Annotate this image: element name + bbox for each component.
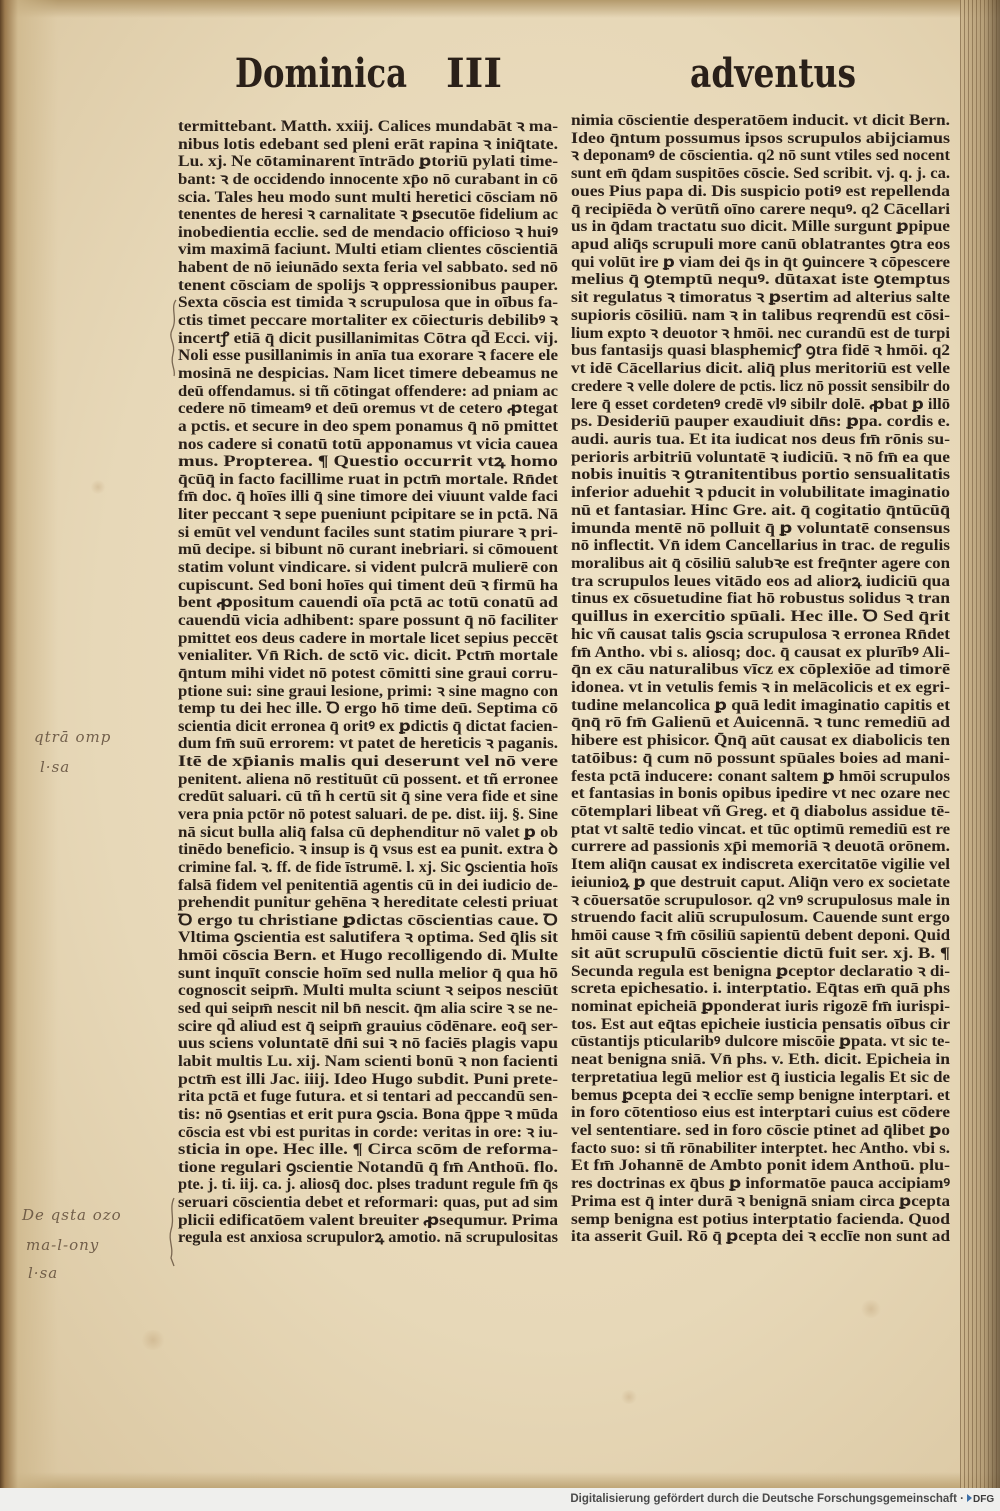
text-line-content: Secunda regula est benigna ꝑceptor declaratio ꝛ di- — [571, 962, 950, 980]
text-line — [571, 1122, 950, 1140]
text-line — [571, 378, 950, 396]
running-head-word: adventus — [690, 50, 856, 97]
text-line — [178, 224, 558, 242]
text-line — [178, 1035, 558, 1053]
text-line-content: tis: nō ꝯsentias et erit pura ꝯscia. Bona q̄ppe ꝛ mūda — [178, 1105, 559, 1123]
text-line-content: neat benigna sniā. Vn̄ phs. v. Eth. dicit. Epicheia in — [571, 1051, 950, 1069]
text-line — [571, 112, 950, 130]
marginal-note-line: l·sa — [40, 758, 71, 776]
text-line-content: sit aūt scrupulū cōscientie dictū fuit ser. xj. B. ¶ — [571, 944, 951, 962]
text-line-content: tenentes de heresi ꝛ carnalitate ꝛ ꝑsecutōe fidelium ac — [178, 206, 558, 224]
text-line — [571, 431, 950, 449]
text-line-content: credūt saluari. cū tñ h certū sit q̄ sine vera fide et sine — [178, 788, 559, 806]
text-line-content: falsā fidem vel penitentiā agentis cū in dei iudicio de- — [178, 876, 558, 894]
text-line — [178, 277, 558, 295]
text-line-content: semp benigna est potius interptatio facienda. Quod — [571, 1210, 951, 1228]
text-line — [178, 753, 558, 771]
text-line — [178, 206, 558, 224]
text-line — [178, 1053, 558, 1071]
text-line-content: apud aliq̄s scrupuli more canū oblatrantes ꝯtra eos — [571, 236, 950, 254]
text-line — [571, 714, 950, 732]
text-line — [178, 982, 558, 1000]
text-line-content: tos. Est aut eq̄tas epicheie iusticia pensatis oībus cir — [571, 1015, 951, 1033]
text-line-content: supioris cōsiliū. nam ꝛ in talibus reqrendū est cōsi- — [571, 306, 950, 324]
text-line-content: cūstantijs pticularibꝰ dulcore miscōie ꝑpata. vt sic te- — [571, 1033, 951, 1051]
text-line — [178, 136, 558, 154]
text-line — [571, 768, 950, 786]
text-line-content: ptione sui: sine graui lesione, primi: ꝛ sine magno con — [178, 682, 558, 700]
text-line — [571, 892, 950, 910]
running-head-right — [690, 50, 856, 98]
text-line-content: hic vñ causat talis ꝯscia scrupulosa ꝛ erronea Rn̄det — [571, 625, 951, 643]
text-line-content: fm̄ Antho. vbi s. aliosq; doc. q̄ causat ex plurībꝰ Ali- — [571, 643, 950, 661]
text-line — [178, 877, 558, 895]
text-line — [178, 718, 558, 736]
text-line — [178, 541, 558, 559]
text-line-content: lium expto ꝛ deuotor ꝛ hmōi. nec curandū est de turpi — [571, 324, 951, 342]
text-line-content: cedere nō timeamꝰ et deū oremus vt de cetero ꝓtegat — [178, 400, 558, 418]
text-line — [571, 1157, 950, 1175]
text-line-content: inferior aduehit ꝛ pducit in volubilitate imaginatio — [571, 484, 951, 502]
text-line — [178, 471, 558, 489]
text-line-content: fm̄ doc. q̄ hoīes illi q̄ sine timore dei viuunt valde faci — [178, 488, 558, 506]
text-line-content: temp tu dei hec ille. Ꝺ ergo hō time deū. Septima cō — [178, 700, 559, 718]
text-line-content: imunda mentē nō polluit q̄ ꝑ voluntatē consensus — [571, 519, 950, 537]
text-line — [178, 453, 558, 471]
text-line — [571, 236, 950, 254]
text-line — [571, 626, 950, 644]
text-line-content: ptat vt saltē tedio vincat. et tūc optimū remediū est re — [571, 820, 950, 838]
text-line-content: bent ꝓpositum cauendi oīa pctā ac totū conatū ad — [178, 594, 558, 612]
text-line-content: vt idē Cācellarius dicit. aliq̄ plus meritoriū est velle — [571, 360, 951, 378]
text-line-content: cōscia est vbi est puritas in corde: veritas in ore: ꝛ iu- — [178, 1123, 558, 1141]
text-line-content: pmittet eos deus cadere in mortale licet sepius peccēt — [178, 629, 558, 647]
text-line-content: mū decipe. si bibunt nō curant inebriari. si cōmouent — [178, 541, 559, 559]
running-head-left — [235, 50, 407, 98]
text-line-content: tinus ex cōsuetudine fiat hō robustus solidus ꝛ tran — [571, 590, 950, 608]
text-line — [178, 383, 558, 401]
text-line — [178, 347, 558, 365]
text-line-content: Noli esse pusillanimis in anīa tua exorare ꝛ facere ele — [178, 347, 558, 365]
text-line — [571, 449, 950, 467]
marginal-note-line: De qsta ozo — [22, 1206, 122, 1224]
text-line — [571, 856, 950, 874]
text-line — [571, 1051, 950, 1069]
text-line — [571, 998, 950, 1016]
text-line-content: q̄cūq̄ in facto facillime ruat in pctm̄ mortale. Rn̄det — [178, 470, 559, 488]
text-line-content: scire qd̄ aliud est q̄ seipm̄ grauius cōdēnare. eoq̄ ser- — [178, 1017, 559, 1035]
text-line — [571, 803, 950, 821]
text-line — [571, 396, 950, 414]
text-line — [178, 1124, 558, 1142]
text-line — [571, 732, 950, 750]
text-line-content: quillus in exercitio spūali. Hec ille. Ꝺ Sed q̄rit — [571, 608, 950, 626]
text-line-content: vim maximā faciunt. Multi etiam clientes cōscientiā — [178, 241, 558, 259]
text-line-content: nimia cōscientie desperatōem inducit. vt dicit Bern. — [571, 112, 951, 129]
text-line — [178, 1088, 558, 1106]
text-line — [571, 201, 950, 219]
text-line — [178, 788, 558, 806]
text-line-content: liter peccant ꝛ sepe pueniunt pcipitare se in pctā. Nā — [178, 506, 559, 524]
text-line-content: statim volunt vindicare. si vident pulcrā mulierē con — [178, 559, 559, 577]
text-line-content: a pctis. et secure in deo spem ponamus q̄ nō pmittet — [178, 417, 559, 435]
dfg-logo — [967, 1493, 995, 1506]
text-line — [571, 537, 950, 555]
text-line-content: tatōibus: q̄ cum nō possunt spūales boies ad mani- — [571, 749, 950, 767]
text-line-content: q̄ntum mihi videt nō potest cōmitti sine graui corru- — [178, 664, 558, 682]
text-line-content: habent de nō ieiunādo sexta feria vel sabbato. sed nō — [178, 259, 558, 277]
left-column — [178, 118, 558, 1247]
text-line-content: Et fm̄ Johannē de Ambto ponit idem Anthoū. plu- — [571, 1157, 951, 1175]
text-line — [571, 502, 950, 520]
text-line-content: screta epichesatio. i. interptatio. Eq̄tas em̄ quā phs — [571, 980, 951, 998]
text-line-content: ꝛ deponamꝰ de cōscientia. q2 nō sunt vtiles sed nocent — [571, 147, 950, 165]
text-line — [178, 330, 558, 348]
text-line — [571, 1193, 950, 1211]
text-line-content: ctis timet peccare mortaliter ex cōiecturis debilibꝰ ꝛ — [178, 312, 558, 330]
text-line — [178, 400, 558, 418]
text-line — [571, 360, 950, 378]
text-line — [571, 1175, 950, 1193]
text-line-content: uus sciens voluntatē dn̄i sui ꝛ nō faciēs plagis vapu — [178, 1035, 558, 1053]
text-line — [571, 1140, 950, 1158]
text-line-content: prehendit punitur gehēna ꝛ hereditate celesti priuat — [178, 894, 558, 912]
text-line-content: tra scrupulos leues vitādo eos ad aliorꝝ iudiciū qua — [571, 572, 951, 590]
text-line — [178, 488, 558, 506]
text-line — [571, 466, 950, 484]
text-line — [178, 524, 558, 542]
text-line — [571, 1211, 950, 1229]
text-line-content: regula est anxiosa scrupulorꝝ amotio. nā scrupulositas — [178, 1229, 558, 1247]
text-line — [178, 1176, 558, 1194]
text-line-content: cognoscit seipm̄. Multi multa sciunt ꝛ seipos nesciūt — [178, 982, 559, 1000]
text-line-content: hmōi cōscia Bern. et Hugo recolligendo di. Multe — [178, 947, 559, 965]
text-line — [178, 894, 558, 912]
text-line-content: cōtemplari libeat vñ Greg. et q̄ diabolus assidue tē- — [571, 803, 950, 821]
text-line-content: cupiscunt. Sed boni hoīes qui timent deū ꝛ firmū ha — [178, 576, 559, 594]
text-line — [571, 165, 950, 183]
text-line-content: audi. auris tua. Et ita iudicat nos deus fm̄ rōnis su- — [571, 430, 951, 448]
text-line-content: ita asserit Guil. Rō q̄ ꝑcepta dei ꝛ ecclīe non sunt ad — [571, 1228, 951, 1246]
text-line — [571, 555, 950, 573]
text-line — [571, 218, 950, 236]
text-line — [178, 1159, 558, 1177]
text-line — [178, 189, 558, 207]
footer-credit: Digitalisierung gefördert durch die Deutsche Forschungsgemeinschaft · — [570, 1493, 964, 1505]
text-line — [178, 612, 558, 630]
text-line-content: nō inflectit. Vn̄ idem Cancellarius in trac. de regulis — [571, 537, 950, 555]
text-line — [178, 365, 558, 383]
text-line-content: sunt inquīt conscie hoīm sed nulla melior q̄ qua hō — [178, 964, 559, 982]
text-line-content: Item aliq̄n causat ex indiscreta exercitatōe vigilie vel — [571, 856, 951, 874]
text-line-content: us in q̄dam tractatu suo dicit. Mille surgunt ꝑpipue — [571, 218, 950, 236]
text-line-content: pte. j. ti. iij. ca. j. aliosq̄ doc. plses tradunt regule fm̄ q̄s — [178, 1176, 559, 1194]
running-head-word: Dominica — [235, 50, 408, 97]
text-line — [571, 661, 950, 679]
text-line — [571, 590, 950, 608]
text-line — [571, 909, 950, 927]
text-line-content: pctm̄ est illi Jac. iiij. Ideo Hugo subdit. Puni prete- — [178, 1070, 559, 1088]
text-line-content: bus fantasijs quasi blasphemicꝭ ꝯtra fidē ꝛ hmōi. q2 — [571, 342, 950, 360]
text-line-content: ps. Desideriū pauper exaudiuit dn̄s: ꝑpa. cordis e. — [571, 413, 951, 431]
text-line — [178, 806, 558, 824]
text-line-content: q̄ recipiēda ꝺ verūtñ oīno carere nequꝰ. q2 Cācellari — [571, 200, 951, 218]
text-line — [571, 307, 950, 325]
text-line — [571, 573, 950, 591]
text-line-content: ꝛ cōuersatōe scrupulosor. q2 vnꝰ scrupulosus male in — [571, 891, 951, 909]
text-line — [178, 153, 558, 171]
text-line-content: hibere est phisicor. Q̄nq̄ aūt causat ex diabolicis ten — [571, 732, 951, 750]
running-head-center — [446, 50, 502, 98]
text-line-content: tinēdo beneficio. ꝛ insup is q̄ vsus est ea punit. extra ꝺ — [178, 841, 559, 859]
text-line — [571, 750, 950, 768]
text-line-content: tione regulari ꝯscientie Notandū q̄ fm̄ Anthoū. flo. — [178, 1158, 558, 1176]
text-line — [571, 927, 950, 945]
text-line-content: Ideo q̄ntum possumus ipsos scrupulos abijciamus — [571, 129, 951, 147]
text-line — [571, 1228, 950, 1246]
text-line — [178, 647, 558, 665]
text-line — [178, 1071, 558, 1089]
page-stack-edge — [960, 0, 1000, 1488]
text-line — [571, 874, 950, 892]
text-line-content: in foro cōtentioso eius est interptari cuius est cōdere — [571, 1104, 950, 1122]
text-line-content: mosinā ne despicias. Nam licet timere debeamus ne — [178, 364, 559, 382]
text-line — [571, 520, 950, 538]
text-line-content: vel sententiare. sed in foro cōscie ptinet ad q̄libet ꝑo — [571, 1121, 950, 1139]
text-line — [178, 965, 558, 983]
text-line — [571, 785, 950, 803]
text-line-content: plicii edificatōem valent breuiter ꝓsequmur. Prima — [178, 1211, 558, 1229]
text-line-content: credere ꝛ velle dolere de pctis. licz nō possit sensibilr do — [571, 377, 950, 395]
text-line — [571, 980, 950, 998]
text-line-content: nū et fantasiar. Hinc Gre. ait. q̄ cogitatio q̄ntūcūq̄ — [571, 501, 950, 519]
text-line — [571, 484, 950, 502]
text-line-content: nibus lotis edebant sed pleni erāt rapina ꝛ iniq̄tate. — [178, 135, 559, 153]
text-line-content: Itē de xp̄ianis malis qui deserunt vel nō vere — [178, 753, 559, 771]
text-line — [571, 1104, 950, 1122]
text-line-content: nos cadere si conatū totū apponamus vt vicia cauea — [178, 435, 558, 453]
text-line — [571, 697, 950, 715]
text-line — [178, 1106, 558, 1124]
marginal-bracket-mark — [164, 298, 184, 378]
text-line-content: lere q̄ esset cordetenꝰ credē vlꝰ sibilr dolē. ꝓbat ꝑ illō — [571, 395, 951, 413]
text-line — [571, 945, 950, 963]
marginal-note-line: l·sa — [28, 1264, 59, 1282]
text-line-content: scia. Tales heu modo sunt multi heretici cōsciam nō — [178, 188, 559, 206]
text-line-content: seruari cōscientia debet et reformari: quas, put ad sim — [178, 1194, 559, 1212]
text-line — [178, 947, 558, 965]
text-line-content: Ꝺ ergo tu christiane ꝑdictas cōscientias caue. Ꝺ — [178, 911, 558, 929]
text-line-content: labit multis Lu. xij. Nam scienti bonū ꝛ non facienti — [178, 1052, 558, 1070]
text-line-content: sed qui seipm̄ nescit nil bn̄ nescit. q̄m alia scire ꝛ se ne- — [178, 1000, 558, 1018]
text-line — [571, 963, 950, 981]
text-line — [178, 1141, 558, 1159]
text-line-content: bant: ꝛ de occidendo innocente xp̄o nō curabant in cō — [178, 170, 558, 188]
foxing-spot — [860, 1300, 882, 1318]
text-line — [178, 665, 558, 683]
text-line-content: qui volūt ire ꝑ viam dei q̄s in q̄t ꝯuincere ꝛ cōpescere — [571, 253, 950, 271]
text-line — [178, 859, 558, 877]
dfg-logo-text: DFG — [973, 1494, 995, 1505]
foxing-spot — [90, 480, 106, 494]
text-line — [178, 1212, 558, 1230]
text-line — [178, 841, 558, 859]
text-line — [178, 312, 558, 330]
text-line-content: venialiter. Vn̄ Rich. de sctō vic. dicit. Pctm̄ mortale — [178, 647, 559, 665]
text-line — [571, 342, 950, 360]
text-line-content: Prima est q̄ inter durā ꝛ benignā sniam circa ꝑcepta — [571, 1192, 951, 1210]
text-line — [178, 771, 558, 789]
text-line-content: termittebant. Matth. xxiij. Calices mundabāt ꝛ ma- — [178, 118, 559, 135]
text-line-content: sit regulatus ꝛ timoratus ꝛ ꝑsertim ad alterius salte — [571, 289, 951, 307]
text-line-content: penitent. aliena nō restituūt cū possent. et tñ erronee — [178, 770, 559, 788]
text-line — [571, 183, 950, 201]
text-line — [571, 1087, 950, 1105]
text-line — [178, 1229, 558, 1247]
text-line — [178, 594, 558, 612]
text-line-content: nominat epicheiā ꝑponderat iuris rigozē fm̄ iurispi- — [571, 997, 951, 1015]
marginal-bracket-mark — [162, 1196, 182, 1268]
digitization-footer — [0, 1488, 1000, 1511]
text-line — [178, 241, 558, 259]
text-line-content: currere ad passionis xp̄i memoriā ꝛ deuotā orōnem. — [571, 838, 951, 856]
foxing-spot — [140, 1330, 166, 1350]
text-line-content: struendo facit aliū scrupulosum. Cauende sunt ergo — [571, 909, 950, 927]
text-line-content: sticia in ope. Hec ille. ¶ Circa scōm de reforma- — [178, 1141, 559, 1159]
text-line — [571, 838, 950, 856]
text-line — [178, 294, 558, 312]
text-line — [571, 325, 950, 343]
text-line — [571, 130, 950, 148]
text-line — [178, 1018, 558, 1036]
dfg-arrow-icon — [967, 1494, 972, 1502]
text-line — [571, 254, 950, 272]
text-line-content: crimine fal. ꝛ. ff. de fide īstrumē. l. xj. Sic ꝯscientia hoīs — [178, 858, 558, 876]
text-line — [571, 1069, 950, 1087]
text-line — [178, 1194, 558, 1212]
text-line-content: rita pctā et fuge futura. et si tentari ad peccandū sen- — [178, 1088, 559, 1106]
text-line-content: inobedientia ecclie. sed de mendacio officioso ꝛ huiꝰ — [178, 223, 559, 241]
text-line-content: hmōi cause ꝛ fm̄ cōsiliū sapientū debent deponi. Quid — [571, 927, 951, 945]
text-line-content: scientia dicit erronea q̄ oritꝰ ex ꝑdictis q̄ dictat facien- — [178, 717, 559, 735]
text-line-content: perioris arbitriū voluntatē ꝛ iudiciū. ꝛ nō fm̄ ea que — [571, 448, 951, 466]
right-column — [571, 112, 950, 1246]
text-line-content: cauendū vicia adhibent: spare possunt q̄ nō faciliter — [178, 611, 558, 629]
text-line — [571, 1033, 950, 1051]
text-line-content: et fantasias in bonis opibus ipedire vt nec ozare nec — [571, 785, 951, 803]
text-line-content: res doctrinas ex q̄bus ꝑ informatōe pauca accipiamꝰ — [571, 1175, 950, 1193]
text-line-content: mus. Propterea. ¶ Questio occurrit vtꝝ homo — [178, 453, 558, 471]
text-line-content: terpretatiua legū melior est q̄ iusticia legalis Et sic de — [571, 1068, 950, 1086]
text-line — [571, 608, 950, 626]
text-line-content: oues Pius papa di. Dis suspicio potiꝰ est repellenda — [571, 182, 950, 200]
text-line — [571, 147, 950, 165]
text-line — [571, 271, 950, 289]
text-line-content: sunt em̄ q̄dam suspitōes cōscie. Sed scribit. vj. q. j. ca. — [571, 165, 951, 183]
text-line-content: melius q̄ ꝯtemptū nequꝰ. dūtaxat iste ꝯtemptus — [571, 271, 950, 289]
text-line-content: q̄nq̄ rō fm̄ Galienū et Auicennā. ꝛ tunc remediū ad — [571, 714, 951, 732]
text-line-content: tenent cōsciam de spolijs ꝛ oppressionibus pauper. — [178, 276, 558, 294]
text-line-content: Lu. xj. Ne cōtaminarent īntrādo ꝑtoriū pylati time- — [178, 153, 558, 171]
text-line-content: vera pnia pctōr nō potest saluari. de pe. dist. iij. §. Sine — [178, 805, 559, 823]
text-line-content: q̄n ex cāu naturalibus vīcz ex cōplexiōe ad timorē — [571, 661, 950, 679]
text-line-content: Vltima ꝯscientia est salutifera ꝛ optima. Sed q̄lis sit — [178, 929, 558, 947]
marginal-note-line: qtrā omp — [34, 728, 112, 746]
text-line-content: deū offendamus. si tñ cōtingat offendere: ad pniam ac — [178, 382, 558, 400]
text-line-content: ieiunioꝝ ꝑ que destruit caput. Aliq̄n vero ex societate — [571, 873, 950, 891]
text-line — [178, 418, 558, 436]
text-line — [178, 577, 558, 595]
text-line-content: si emūt vel vendunt faciles sunt statim piurare ꝛ pri- — [178, 523, 559, 541]
text-line-content: incertꝭ etiā q̄ dicit pusillanimitas Cōtra qd̄ Ecci. vij. — [178, 329, 559, 347]
text-line — [178, 912, 558, 930]
text-line — [571, 1016, 950, 1034]
text-line — [178, 436, 558, 454]
text-line-content: festa pctā inducere: conant saltem ꝑ hmōi scrupulos — [571, 767, 951, 785]
text-line — [178, 1000, 558, 1018]
text-line-content: idonea. vt in vetulis femis ꝛ in melācolicis et ex egri- — [571, 679, 950, 696]
text-line — [178, 559, 558, 577]
text-line — [571, 821, 950, 839]
text-line — [178, 929, 558, 947]
text-line — [571, 413, 950, 431]
text-line-content: dum fm̄ suū errorem: vt patet de hereticis ꝛ paganis. — [178, 735, 559, 753]
text-line — [178, 735, 558, 753]
text-line — [571, 644, 950, 662]
text-line — [571, 679, 950, 697]
text-line-content: nobis inuitis ꝛ ꝯtranitentibus portio sensualitatis — [571, 466, 950, 484]
text-line — [178, 824, 558, 842]
text-line-content: facto suo: si tñ rōnabiliter interptet. hec Antho. vbi s. — [571, 1139, 950, 1157]
text-line-content: tudine melancolica ꝑ quā ledit imaginatio capitis et — [571, 696, 950, 714]
marginal-note-line: ma-l-ony — [26, 1236, 100, 1254]
running-head-word: III — [446, 50, 503, 97]
text-line — [178, 259, 558, 277]
text-line — [178, 700, 558, 718]
text-line — [178, 118, 558, 136]
text-line-content: moralibus ait q̄ cōsiliū salubꝛe est freq̄nter agere con — [571, 554, 951, 572]
text-line-content: nā sicut bulla aliq̄ falsa cū dephenditur nō valet ꝑ ob — [178, 823, 558, 841]
text-line — [178, 630, 558, 648]
text-line — [178, 506, 558, 524]
text-line — [571, 289, 950, 307]
text-line — [178, 683, 558, 701]
text-line-content: bemus ꝑcepta dei ꝛ ecclīe semp benigne interptari. et — [571, 1086, 951, 1104]
text-line — [178, 171, 558, 189]
text-line-content: Sexta cōscia est timida ꝛ scrupulosa que in oībus fa- — [178, 294, 559, 312]
foxing-spot — [620, 1390, 638, 1404]
